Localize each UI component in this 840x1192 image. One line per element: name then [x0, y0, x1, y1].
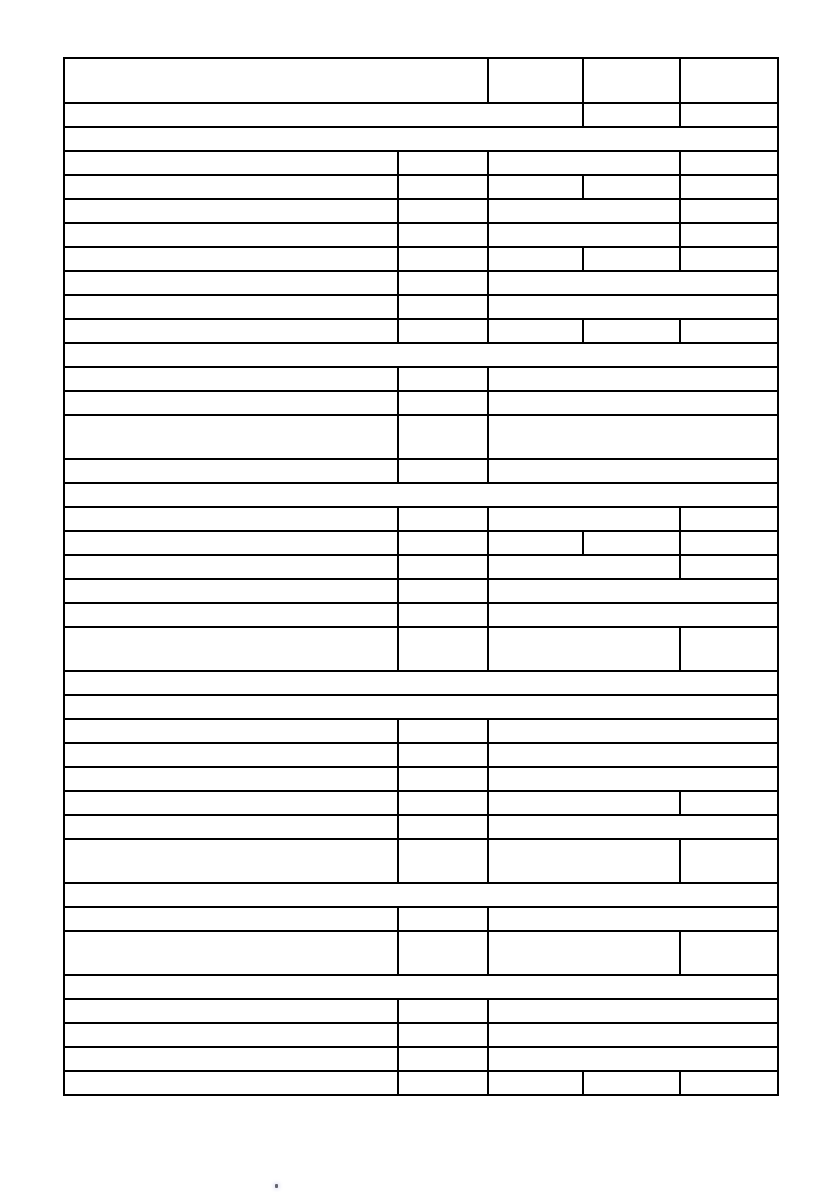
- table-cell: [583, 247, 680, 271]
- merged-table-cell: [488, 931, 680, 975]
- table-cell: [398, 199, 488, 223]
- table-cell: [398, 1047, 488, 1071]
- merged-table-cell: [488, 719, 778, 743]
- table-row: [64, 555, 778, 579]
- merged-table-cell: [64, 975, 778, 999]
- table-cell: [398, 507, 488, 531]
- table-cell: [64, 627, 398, 671]
- table-cell: [680, 175, 778, 199]
- table-cell: [398, 767, 488, 791]
- table-cell: [398, 247, 488, 271]
- table-cell: [680, 103, 778, 127]
- merged-table-cell: [64, 127, 778, 151]
- stray-mark: [275, 1184, 278, 1188]
- table-cell: [64, 531, 398, 555]
- merged-table-cell: [488, 1047, 778, 1071]
- table-cell: [398, 999, 488, 1023]
- table-row: [64, 1023, 778, 1047]
- table-cell: [64, 1047, 398, 1071]
- table-cell: [398, 459, 488, 483]
- table-cell: [583, 103, 680, 127]
- table-cell: [64, 815, 398, 839]
- table-cell: [398, 271, 488, 295]
- merged-table-cell: [488, 367, 778, 391]
- merged-table-cell: [488, 295, 778, 319]
- table-cell: [398, 223, 488, 247]
- table-cell: [398, 931, 488, 975]
- table-cell: [680, 507, 778, 531]
- table-cell: [64, 295, 398, 319]
- table-cell: [680, 319, 778, 343]
- table-cell: [64, 791, 398, 815]
- table-cell: [398, 839, 488, 883]
- table-cell: [64, 555, 398, 579]
- table-row: [64, 103, 778, 127]
- table-cell: [398, 791, 488, 815]
- merged-table-cell: [488, 223, 680, 247]
- merged-table-cell: [488, 815, 778, 839]
- table-cell: [488, 319, 583, 343]
- merged-table-cell: [488, 555, 680, 579]
- merged-table-cell: [488, 791, 680, 815]
- table-row: [64, 791, 778, 815]
- table-cell: [398, 319, 488, 343]
- table-row: [64, 767, 778, 791]
- table-row: [64, 531, 778, 555]
- table-cell: [680, 1071, 778, 1095]
- table-section-row: [64, 483, 778, 507]
- merged-table-cell: [488, 415, 778, 459]
- table-cell: [583, 319, 680, 343]
- merged-table-cell: [488, 999, 778, 1023]
- merged-table-cell: [64, 695, 778, 719]
- table-cell: [398, 579, 488, 603]
- merged-table-cell: [488, 199, 680, 223]
- table-cell: [64, 199, 398, 223]
- table-row: [64, 223, 778, 247]
- table-cell: [680, 531, 778, 555]
- table-cell: [398, 415, 488, 459]
- table-cell: [680, 839, 778, 883]
- table-section-row: [64, 127, 778, 151]
- table-row: [64, 931, 778, 975]
- table-cell: [64, 579, 398, 603]
- merged-table-cell: [64, 343, 778, 367]
- table-cell: [64, 907, 398, 931]
- table-cell: [64, 391, 398, 415]
- table-cell: [398, 175, 488, 199]
- table-cell: [583, 531, 680, 555]
- table-cell: [583, 58, 680, 103]
- table-row: [64, 507, 778, 531]
- table-cell: [398, 1023, 488, 1047]
- table-cell: [64, 839, 398, 883]
- merged-table-cell: [488, 743, 778, 767]
- table-cell: [64, 247, 398, 271]
- merged-table-cell: [64, 671, 778, 695]
- table-cell: [64, 271, 398, 295]
- merged-table-cell: [488, 151, 680, 175]
- table-row: [64, 247, 778, 271]
- table-cell: [680, 931, 778, 975]
- table-row: [64, 815, 778, 839]
- table-cell: [64, 603, 398, 627]
- table-cell: [398, 815, 488, 839]
- table-section-row: [64, 883, 778, 907]
- merged-table-cell: [64, 58, 488, 103]
- table-cell: [398, 295, 488, 319]
- table-row: [64, 999, 778, 1023]
- table-cell: [64, 931, 398, 975]
- table-row: [64, 319, 778, 343]
- merged-table-cell: [488, 603, 778, 627]
- merged-table-cell: [488, 839, 680, 883]
- table-cell: [64, 719, 398, 743]
- table-cell: [64, 223, 398, 247]
- table-cell: [64, 743, 398, 767]
- merged-table-cell: [488, 459, 778, 483]
- table-cell: [398, 151, 488, 175]
- table-cell: [680, 791, 778, 815]
- table-row: [64, 907, 778, 931]
- table-section-row: [64, 695, 778, 719]
- table-cell: [398, 367, 488, 391]
- blank-table: [63, 57, 779, 1096]
- table-row: [64, 367, 778, 391]
- merged-table-cell: [488, 579, 778, 603]
- table-cell: [488, 1071, 583, 1095]
- table-row: [64, 199, 778, 223]
- merged-table-cell: [488, 1023, 778, 1047]
- table-cell: [680, 199, 778, 223]
- table-cell: [398, 555, 488, 579]
- table-cell: [64, 507, 398, 531]
- table-row: [64, 58, 778, 103]
- table-row: [64, 295, 778, 319]
- table-section-row: [64, 343, 778, 367]
- table-cell: [64, 151, 398, 175]
- table-row: [64, 839, 778, 883]
- table-cell: [64, 415, 398, 459]
- table-cell: [398, 627, 488, 671]
- table-row: [64, 1047, 778, 1071]
- table-cell: [680, 555, 778, 579]
- merged-table-cell: [64, 483, 778, 507]
- table-cell: [488, 531, 583, 555]
- table-row: [64, 719, 778, 743]
- table-cell: [64, 367, 398, 391]
- table-cell: [398, 603, 488, 627]
- table-cell: [64, 319, 398, 343]
- table-cell: [488, 247, 583, 271]
- table-section-row: [64, 975, 778, 999]
- table-row: [64, 175, 778, 199]
- table-cell: [64, 767, 398, 791]
- table-cell: [398, 1071, 488, 1095]
- merged-table-cell: [488, 507, 680, 531]
- table-cell: [488, 58, 583, 103]
- table-row: [64, 459, 778, 483]
- table-cell: [398, 719, 488, 743]
- table-cell: [680, 247, 778, 271]
- table-cell: [398, 907, 488, 931]
- table-row: [64, 271, 778, 295]
- merged-table-cell: [64, 883, 778, 907]
- merged-table-cell: [488, 627, 680, 671]
- merged-table-cell: [488, 271, 778, 295]
- table-cell: [680, 151, 778, 175]
- table-cell: [64, 1071, 398, 1095]
- table-cell: [64, 459, 398, 483]
- table-cell: [398, 391, 488, 415]
- table-row: [64, 603, 778, 627]
- table-cell: [583, 1071, 680, 1095]
- table-row: [64, 391, 778, 415]
- table-row: [64, 743, 778, 767]
- table-row: [64, 415, 778, 459]
- table-cell: [64, 175, 398, 199]
- merged-table-cell: [488, 767, 778, 791]
- table-row: [64, 1071, 778, 1095]
- table-row: [64, 579, 778, 603]
- table-cell: [398, 531, 488, 555]
- table-cell: [398, 743, 488, 767]
- table-body: [64, 58, 778, 1095]
- table-cell: [680, 627, 778, 671]
- table-cell: [583, 175, 680, 199]
- table-cell: [680, 223, 778, 247]
- merged-table-cell: [64, 103, 583, 127]
- table-cell: [64, 999, 398, 1023]
- merged-table-cell: [488, 391, 778, 415]
- table-cell: [64, 1023, 398, 1047]
- table-section-row: [64, 671, 778, 695]
- merged-table-cell: [488, 907, 778, 931]
- table-row: [64, 627, 778, 671]
- table-cell: [488, 175, 583, 199]
- table-row: [64, 151, 778, 175]
- table-cell: [680, 58, 778, 103]
